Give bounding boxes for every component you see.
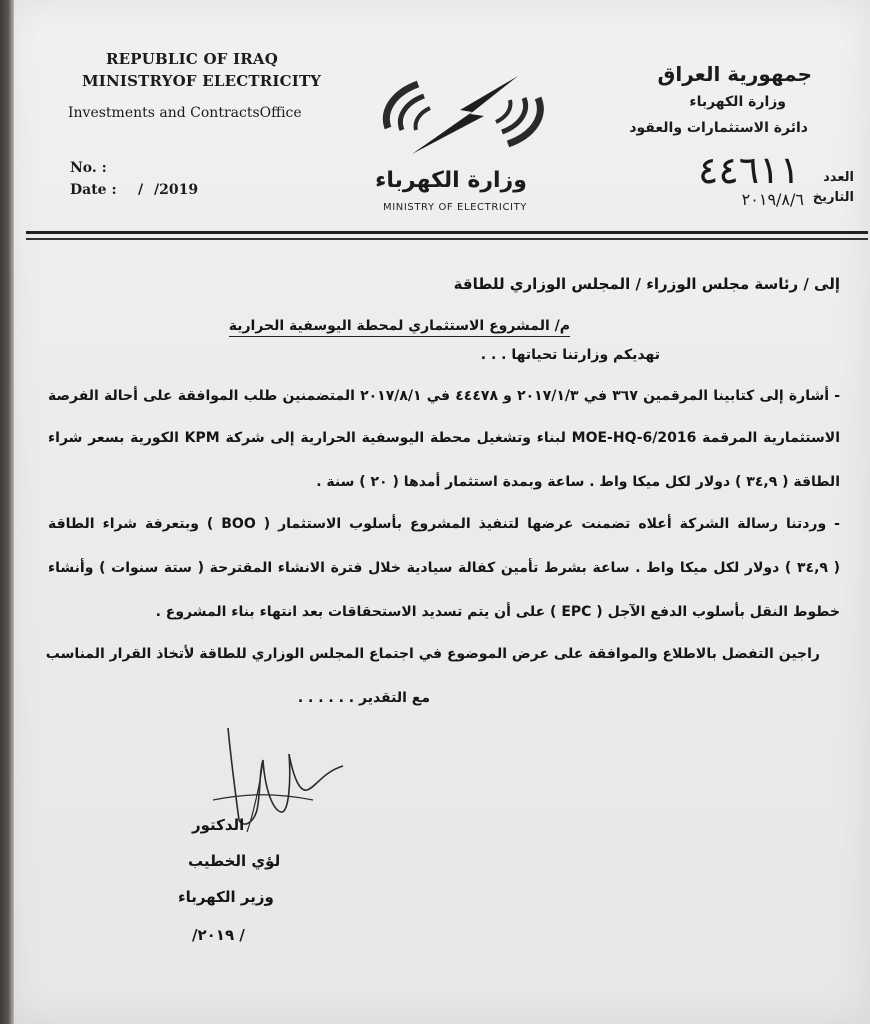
letterhead-ar-line2: وزارة الكهرباء — [689, 94, 786, 110]
signature-title: الدكتور — [192, 816, 245, 834]
handwritten-letter-date: ٢٠١٩/٨/٦ — [741, 190, 804, 209]
signature-name: لؤي الخطيب — [188, 852, 281, 870]
paragraph-2-line-3: خطوط النقل بأسلوب الدفع الآجل ( EPC ) على أن يتم تسديد الاستحقاقات بعد انتهاء بناء المشروع . — [155, 604, 840, 620]
paragraph-2-line-2: ( ٣٤,٩ ) دولار لكل ميكا واط . ساعة بشرط تأمين كفالة سيادية خلال فترة الانشاء المقترحة ( ستة سنوات ) وأنشاء — [48, 560, 840, 576]
letter-closing: مع التقدير . . . . . . — [297, 690, 430, 706]
letter-date-value-en: / /2019 — [138, 182, 199, 198]
letterhead-ar-office: دائرة الاستثمارات والعقود — [629, 120, 808, 136]
logo-english-text: MINISTRY OF ELECTRICITY — [382, 202, 527, 213]
header-divider — [26, 231, 868, 234]
letter-request: راجين التفضل بالاطلاع والموافقة على عرض الموضوع في اجتماع المجلس الوزاري للطاقة لأتخاذ القرار المناسب — [45, 646, 820, 662]
letter-sheet — [8, 0, 870, 1024]
header-divider-secondary — [26, 238, 868, 240]
letter-greeting: تهديكم وزارتنا تحياتها . . . — [480, 347, 660, 363]
letter-date-label-ar: التاريخ — [812, 190, 854, 205]
letterhead-en-office: Investments and ContractsOffice — [68, 105, 302, 121]
paragraph-1-line-2: الاستثمارية المرقمة MOE-HQ-6/2016 لبناء وتشغيل محطة اليوسفية الحرارية إلى شركة KPM الكورية بسعر شراء — [48, 430, 840, 446]
letterhead-en-line1: REPUBLIC OF IRAQ — [106, 50, 278, 68]
paragraph-1-line-3: الطاقة ( ٣٤,٩ ) دولار لكل ميكا واط . ساعة وبمدة استثمار أمدها ( ٢٠ ) سنة . — [316, 474, 840, 490]
ministry-logo — [368, 70, 558, 158]
letter-addressee: إلى / رئاسة مجلس الوزراء / المجلس الوزاري للطاقة — [453, 275, 840, 293]
letter-subject: م/ المشروع الاستثماري لمحطة اليوسفية الحرارية — [229, 318, 570, 337]
letterhead-en-line2: MINISTRYOF ELECTRICITY — [82, 72, 322, 90]
letterhead-ar-line1: جمهورية العراق — [657, 62, 812, 86]
signature-position: وزير الكهرباء — [178, 888, 274, 906]
signature-date: / ٢٠١٩/ — [192, 926, 245, 944]
lightning-bolt-logo-icon — [368, 70, 558, 158]
letter-number-label-en: No. : — [70, 160, 107, 176]
paragraph-2-line-1: - وردتنا رسالة الشركة أعلاه تضمنت عرضها لتنفيذ المشروع بأسلوب الاستثمار ( BOO ) وبتعرفة شراء الطاقة — [48, 516, 840, 532]
logo-arabic-text: وزارة الكهرباء — [375, 168, 527, 193]
paragraph-1-line-1: - أشارة إلى كتابينا المرقمين ٣٦٧ في ٢٠١٧/١/٣ و ٤٤٤٧٨ في ٢٠١٧/٨/١ المتضمنين طلب الموافقة على أحالة الفرصة — [48, 388, 841, 404]
page-shadow-edge — [0, 0, 14, 1024]
letter-date-label-en: Date : — [70, 182, 117, 198]
letter-number-label-ar: العدد — [823, 170, 854, 185]
handwritten-letter-number: ٤٤٦١١ — [697, 148, 800, 192]
